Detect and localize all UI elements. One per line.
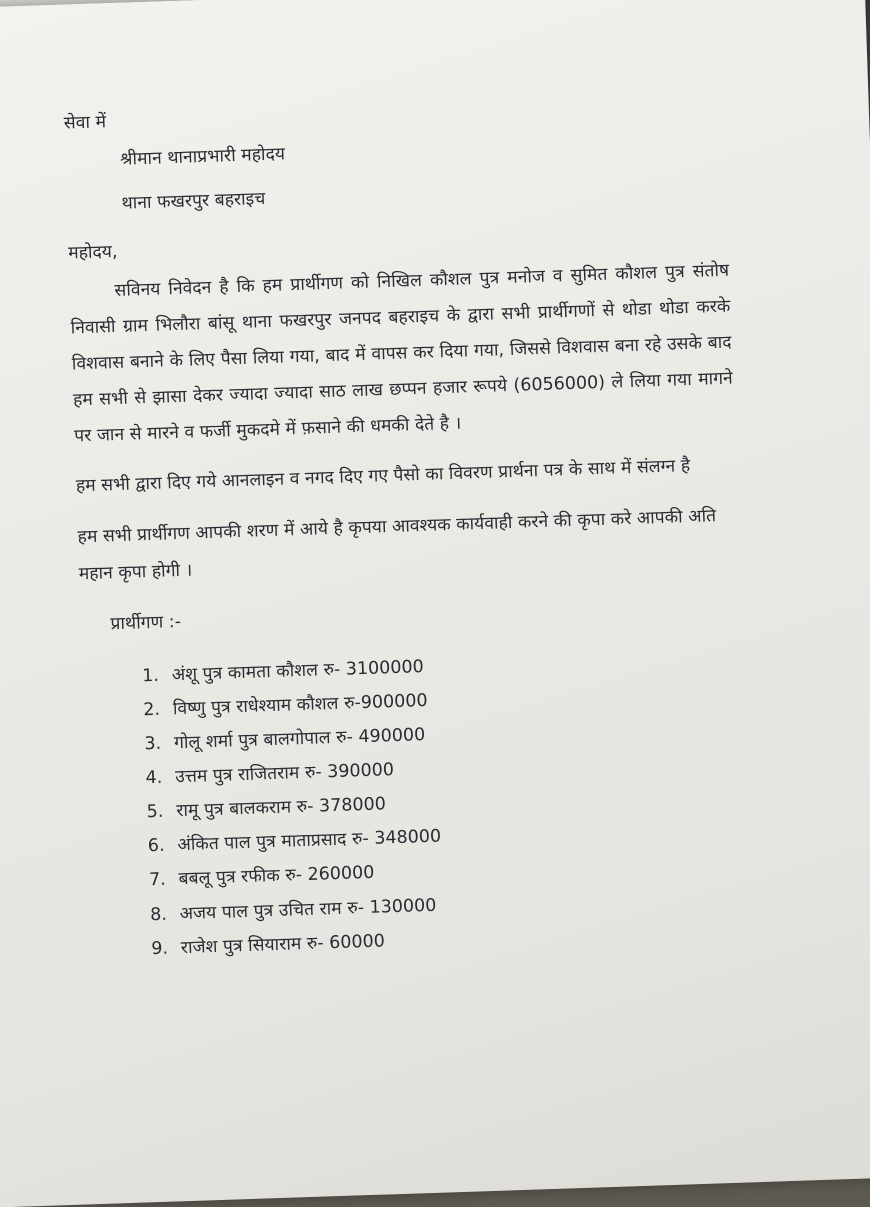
- list-item-number: 7.: [148, 870, 167, 891]
- body-paragraph-1: सविनय निवेदन है कि हम प्रार्थीगण को निखिल कौशल पुत्र मनोज व सुमित कौशल पुत्र संतोष निवासी ग्राम भिलौरा बांसू थाना फखरपुर जनपद बहराइच के द्वारा सभी प्रार्थीगणों से थोडा थोडा करके विशवास बनाने के लिए पैसा लिया गया, बाद में वापस कर दिया गया, जिससे विशवास बना रहे उसके बाद हम सभी से झासा देकर ज्यादा ज्यादा साठ लाख छप्पन हजार रूपये (6056000) ले लिया गया मागने पर जान से मारने व फर्जी मुकदमे में फ़साने की धमकी देते है ।: [70, 260, 734, 446]
- list-item-text: अंकित पाल पुत्र माताप्रसाद रु- 348000: [177, 826, 442, 856]
- list-item-text: राजेश पुत्र सियाराम रु- 60000: [180, 931, 386, 958]
- list-item-number: 9.: [150, 938, 169, 959]
- list-item-number: 5.: [146, 801, 164, 823]
- list-item-number: 1.: [141, 665, 160, 686]
- list-item-text: बबलू पुत्र रफीक रु- 260000: [178, 863, 375, 890]
- list-item-text: उत्तम पुत्र राजितराम रु- 390000: [174, 760, 395, 788]
- applicants-list: [82, 638, 772, 968]
- list-item-number: 2.: [143, 699, 161, 721]
- greeting: महोदय,: [67, 241, 118, 264]
- body-paragraph-3: हम सभी प्रार्थीगण आपकी शरण में आये है कृपया आवश्यक कार्यवाही करने की कृपा करे आपकी अति महान कृपा होगी ।: [77, 506, 717, 585]
- body-paragraph-2: हम सभी द्वारा दिए गये आनलाइन व नगद दिए गए पैसो का विवरण प्रार्थना पत्र के साथ में संलग्न है: [75, 456, 691, 497]
- list-item-text: रामू पुत्र बालकराम रु- 378000: [176, 794, 387, 822]
- letter-content: [63, 87, 771, 968]
- salutation: सेवा में: [63, 112, 107, 134]
- recipient-title: श्रीमान थानाप्रभारी महोदय: [119, 144, 286, 170]
- list-item-number: 8.: [149, 904, 168, 925]
- list-item-text: अजय पाल पुत्र उचित राम रु- 130000: [179, 895, 437, 924]
- list-item-number: 6.: [147, 835, 165, 857]
- list-item-text: विष्णु पुत्र राधेश्याम कौशल रु-900000: [172, 690, 428, 720]
- applicants-heading: प्रार्थीगण :-: [110, 611, 182, 634]
- list-item-number: 4.: [145, 767, 163, 789]
- recipient-station: थाना फखरपुर बहराइच: [121, 188, 266, 214]
- list-item-text: अंशू पुत्र कामता कौशल रु- 3100000: [171, 656, 425, 685]
- list-item-number: 3.: [144, 733, 162, 755]
- list-item-text: गोलू शर्मा पुत्र बालगोपाल रु- 490000: [173, 724, 426, 754]
